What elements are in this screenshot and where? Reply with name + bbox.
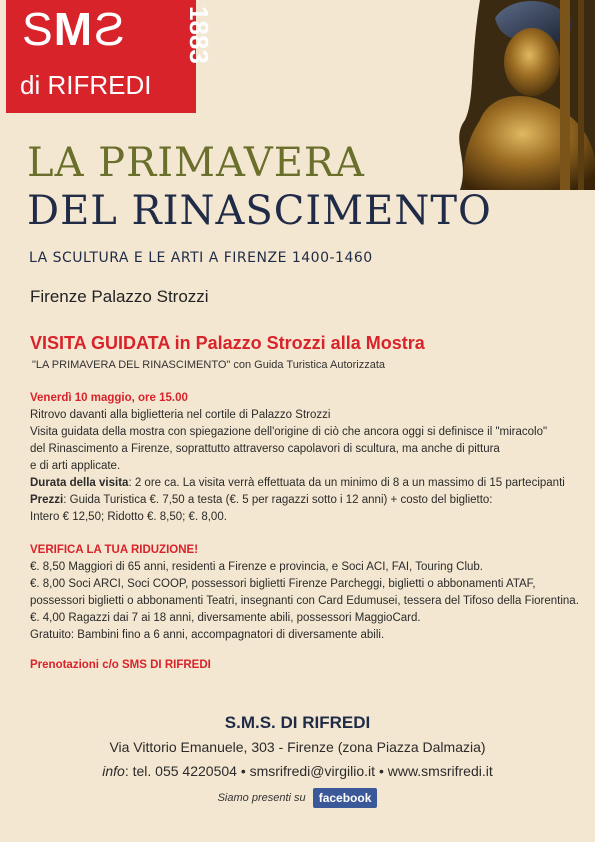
title-line-2: DEL RINASCIMENTO — [27, 188, 492, 234]
footer-address: Via Vittorio Emanuele, 303 - Firenze (zona Piazza Dalmazia) — [109, 739, 486, 755]
event-duration: Durata della visita: 2 ore ca. La visita verrà effettuata da un minimo di 8 a un massimo di 15 partecipanti — [30, 477, 565, 489]
title-line-1: LA PRIMAVERA — [27, 140, 365, 186]
event-line: Visita guidata della mostra con spiegazione dell'origine di ciò che ancora oggi si definisce il "miracolo" — [30, 426, 548, 438]
location: Firenze Palazzo Strozzi — [30, 287, 209, 306]
discount-details — [30, 542, 579, 644]
discount-heading: VERIFICA LA TUA RIDUZIONE! — [30, 544, 199, 556]
facebook-badge[interactable]: facebook — [313, 788, 378, 808]
event-line: e di arti applicate. — [30, 460, 121, 472]
social-text: Siamo presenti su — [217, 791, 306, 804]
discount-line: €. 8,00 Soci ARCI, Soci COOP, possessori biglietti Firenze Parcheggi, biglietti o abbonamenti ATAF, — [30, 578, 536, 590]
discount-line: €. 4,00 Ragazzi dai 7 ai 18 anni, diversamente abili, possessori MaggioCard. — [30, 612, 421, 624]
event-details — [30, 390, 565, 526]
discount-line: Gratuito: Bambini fino a 6 anni, accompagnatori di diversamente abili. — [30, 629, 385, 641]
booking-note: Prenotazioni c/o SMS DI RIFREDI — [30, 659, 211, 671]
visit-heading: VISITA GUIDATA in Palazzo Strozzi alla Mostra — [30, 333, 425, 353]
subtitle: LA SCULTURA E LE ARTI A FIRENZE 1400-1460 — [29, 250, 373, 266]
sms-logo — [6, 0, 214, 113]
event-prices-line: Intero € 12,50; Ridotto €. 8,50; €. 8,00. — [30, 511, 227, 523]
event-prices: Prezzi: Guida Turistica €. 7,50 a testa (€. 5 per ragazzi sotto i 12 anni) + costo del biglietto: — [30, 494, 493, 506]
discount-line: possessori biglietti o abbonamenti Teatri, insegnanti con Card Edumusei, tessera del Tifoso della Fiorentina. — [30, 595, 579, 607]
footer-organization-name: S.M.S. DI RIFREDI — [224, 713, 371, 732]
visit-subheading: "LA PRIMAVERA DEL RINASCIMENTO" con Guida Turistica Autorizzata — [32, 359, 386, 371]
event-line: del Rinascimento a Firenze, soprattutto attraverso capolavori di scultura, ma anche di pittura — [30, 443, 500, 455]
logo-city: di RIFREDI — [20, 70, 152, 100]
logo-year: 1883 — [184, 6, 214, 64]
event-line: Ritrovo davanti alla biglietteria nel cortile di Palazzo Strozzi — [30, 409, 331, 421]
statue-image — [440, 0, 595, 190]
discount-line: €. 8,50 Maggiori di 65 anni, residenti a Firenze e provincia, e Soci ACI, FAI, Touring Club. — [30, 561, 484, 573]
social-line — [0, 788, 595, 808]
event-date: Venerdì 10 maggio, ore 15.00 — [30, 392, 188, 404]
footer-contact: info: tel. 055 4220504 • smsrifredi@virgilio.it • www.smsrifredi.it — [102, 763, 493, 779]
logo-sms-text: SMS — [22, 3, 125, 55]
